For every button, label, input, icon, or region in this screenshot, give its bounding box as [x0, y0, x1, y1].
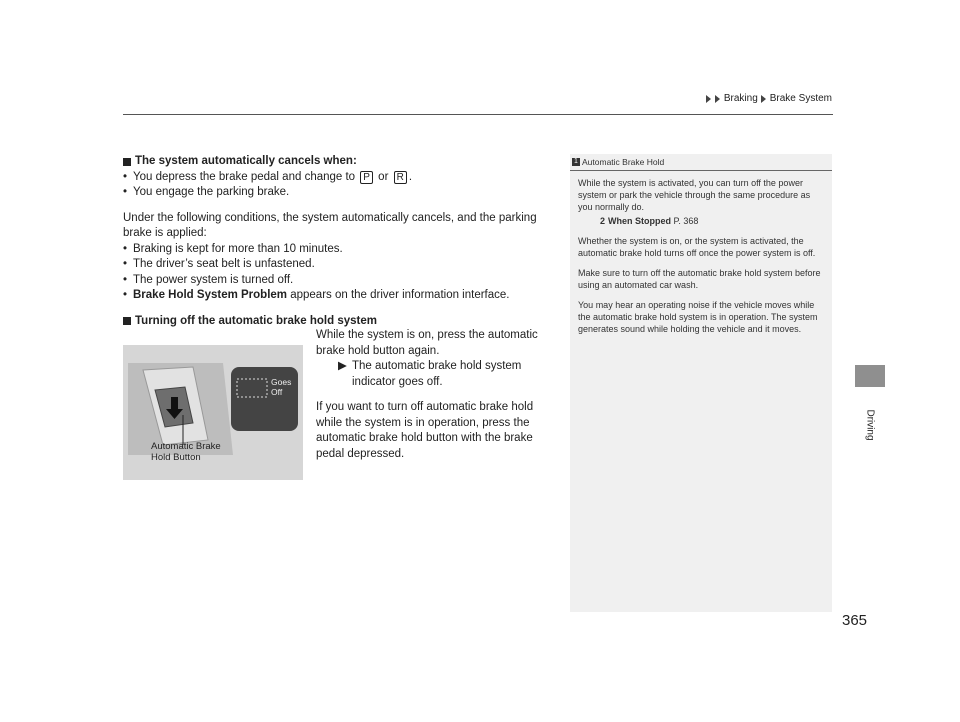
- bullet-icon: •: [123, 186, 128, 198]
- goes-off-label: Goes Off: [271, 377, 292, 397]
- header-rule: [123, 114, 833, 115]
- side-note: [570, 154, 832, 612]
- list-item: • You depress the brake pedal and change to P or R .: [123, 170, 563, 186]
- section-label: Driving: [864, 409, 876, 441]
- section-tab[interactable]: [855, 365, 885, 387]
- list-item: • The driver’s seat belt is unfastened.: [123, 257, 563, 273]
- section-heading: The system automatically cancels when:: [123, 154, 563, 170]
- triangle-right-icon: [761, 95, 766, 103]
- paragraph: Under the following conditions, the system automatically cancels, and the parking brake is applied:: [123, 211, 537, 239]
- section-heading: Turning off the automatic brake hold system: [123, 314, 563, 330]
- list-item: • Braking is kept for more than 10 minutes.: [123, 242, 563, 258]
- shift-p-key-icon: P: [360, 171, 373, 184]
- square-bullet-icon: [123, 158, 131, 166]
- breadcrumb: [706, 93, 832, 104]
- shift-r-key-icon: R: [394, 171, 407, 184]
- bullet-icon: •: [123, 170, 128, 183]
- list-item: • The power system is turned off.: [123, 273, 563, 289]
- main-content: [123, 154, 563, 329]
- bullet-icon: •: [123, 242, 128, 255]
- bullet-icon: •: [123, 289, 128, 301]
- paragraph: If you want to turn off automatic brake hold while the system is in operation, press the automatic brake hold button with the brake pedal depressed.: [316, 401, 534, 460]
- note-icon: 1: [572, 158, 580, 166]
- figure-text: [316, 328, 561, 462]
- list-item: • Brake Hold System Problem appears on the driver information interface.: [123, 288, 563, 304]
- brake-hold-button-figure: [123, 345, 303, 480]
- paragraph: While the system is on, press the automatic brake hold button again.: [316, 329, 538, 357]
- bullet-icon: •: [123, 273, 128, 286]
- cross-reference-link[interactable]: 2 When Stopped P. 368: [600, 216, 699, 226]
- note-header: 1 Automatic Brake Hold: [570, 154, 832, 170]
- reference-icon: 2: [600, 216, 606, 226]
- triangle-right-icon: [706, 95, 711, 103]
- breadcrumb-section[interactable]: Braking: [723, 93, 758, 104]
- page-number: 365: [842, 612, 868, 629]
- note-rule: [570, 170, 832, 171]
- note-body: While the system is activated, you can turn off the power system or park the vehicle through the same procedure as you normally do. 2 When Stopped P. 368 Whether the system is on, or the system is activated, the automatic brake hold turns off once the power system is off. Make sure to turn off the automatic brake hold system before using an automated car wash. You may hear an operating noise if the vehicle moves while the automatic brake hold system is in operation. The system generates sound while holding the vehicle and it moves.: [570, 173, 832, 347]
- result-item: ▶ The automatic brake hold system indicator goes off.: [316, 359, 561, 390]
- figure-caption: Automatic Brake Hold Button: [151, 441, 221, 463]
- result-arrow-icon: ▶: [338, 360, 347, 372]
- list-item: • You engage the parking brake.: [123, 185, 563, 201]
- triangle-right-icon: [715, 95, 720, 103]
- square-bullet-icon: [123, 317, 131, 325]
- breadcrumb-topic[interactable]: Brake System: [769, 93, 832, 104]
- bullet-icon: •: [123, 258, 128, 270]
